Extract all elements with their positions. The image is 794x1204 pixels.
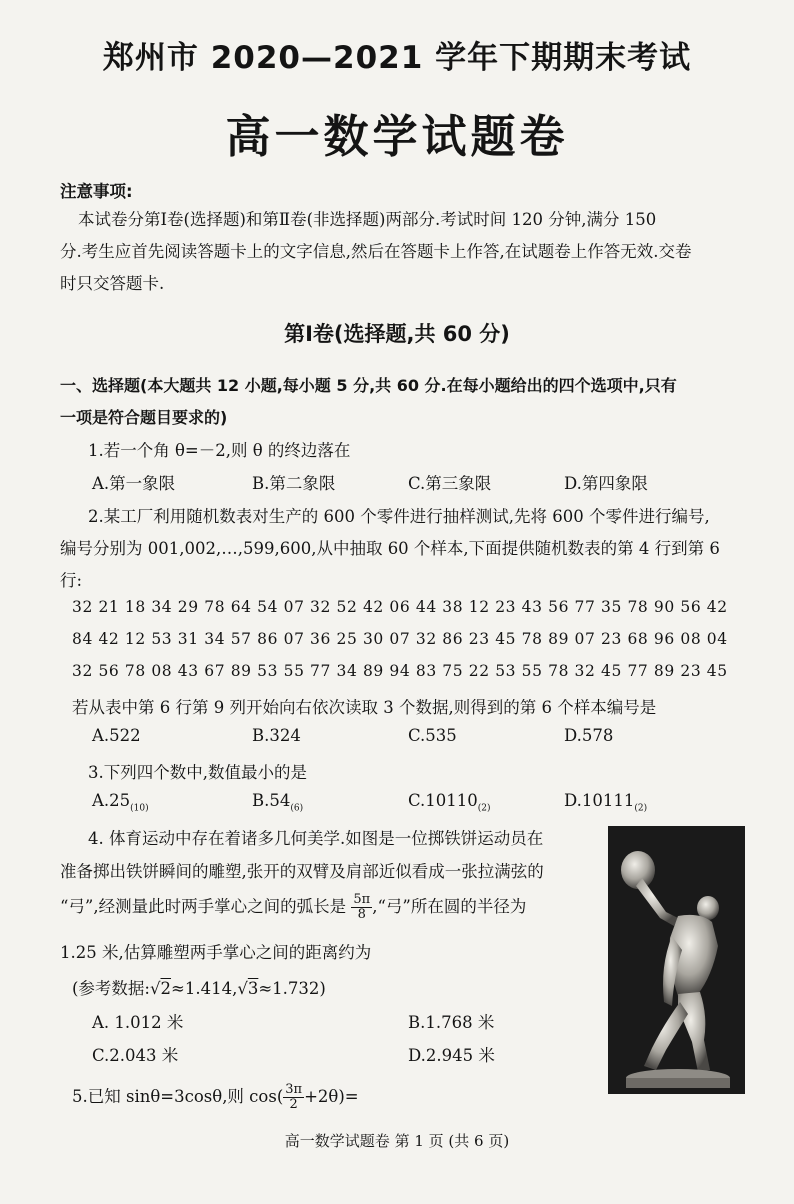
q2-option-c: C.535 bbox=[408, 726, 457, 745]
notice-heading: 注意事项: bbox=[60, 182, 133, 201]
ref-text: ≈1.414, bbox=[171, 979, 238, 998]
option-value: 10110 bbox=[425, 791, 478, 810]
notice-line: 分.考生应首先阅读答题卡上的文字信息,然后在答题卡上作答,在试题卷上作答无效.交卷 bbox=[60, 242, 692, 261]
q2-option-a: A.522 bbox=[92, 726, 141, 745]
sqrt-radicand: 2 bbox=[160, 979, 172, 998]
q4-option-c: C.2.043 米 bbox=[92, 1046, 179, 1065]
question-2-ask: 若从表中第 6 行第 9 列开始向右依次读取 3 个数据,则得到的第 6 个样本编号是 bbox=[72, 698, 657, 717]
page-footer: 高一数学试题卷 第 1 页 (共 6 页) bbox=[284, 1132, 510, 1150]
option-label: B. bbox=[252, 791, 270, 810]
sqrt-radicand: 3 bbox=[247, 979, 259, 998]
part-intro: 一项是符合题目要求的) bbox=[60, 408, 228, 427]
option-value: 25 bbox=[109, 791, 131, 810]
discus-thrower-statue-image bbox=[608, 826, 745, 1094]
q3-option-c bbox=[408, 791, 491, 813]
q3-option-d bbox=[564, 791, 647, 813]
q1-option-c: C.第三象限 bbox=[408, 474, 492, 493]
question-4-stem: 4. 体育运动中存在着诸多几何美学.如图是一位掷铁饼运动员在 bbox=[88, 829, 544, 848]
q3-option-a bbox=[92, 791, 149, 813]
number-base: (2) bbox=[634, 803, 648, 814]
fraction-denominator: 8 bbox=[357, 907, 366, 922]
q4-option-d: D.2.945 米 bbox=[408, 1046, 495, 1065]
q4-option-b: B.1.768 米 bbox=[408, 1013, 495, 1032]
question-4-stem: 准备掷出铁饼瞬间的雕塑,张开的双臂及肩部近似看成一张拉满弦的 bbox=[60, 862, 544, 881]
q4-option-a: A. 1.012 米 bbox=[92, 1013, 184, 1032]
q5-text: +2θ)= bbox=[304, 1087, 359, 1106]
fraction-numerator: 5π bbox=[353, 892, 371, 907]
q4-text: ,“弓”所在圆的半径为 bbox=[372, 897, 527, 916]
question-2-stem: 行: bbox=[60, 571, 83, 590]
option-label: C. bbox=[408, 791, 426, 810]
notice-line: 本试卷分第Ⅰ卷(选择题)和第Ⅱ卷(非选择题)两部分.考试时间 120 分钟,满分 150 bbox=[78, 210, 657, 229]
option-value: 54 bbox=[269, 791, 291, 810]
ref-text: (参考数据: bbox=[72, 979, 150, 998]
random-table-row: 84 42 12 53 31 34 57 86 07 36 25 30 07 32 86 23 45 78 89 07 23 68 96 08 04 bbox=[72, 630, 728, 648]
exam-title: 郑州市 2020—2021 学年下期期末考试 bbox=[102, 40, 692, 76]
question-5-stem bbox=[72, 1083, 359, 1112]
fraction bbox=[283, 1083, 304, 1112]
exam-subject-title: 高一数学试题卷 bbox=[225, 110, 569, 163]
section-title: 第Ⅰ卷(选择题,共 60 分) bbox=[284, 322, 510, 346]
q1-option-a: A.第一象限 bbox=[92, 474, 176, 493]
q2-option-b: B.324 bbox=[252, 726, 301, 745]
part-intro: 一、选择题(本大题共 12 小题,每小题 5 分,共 60 分.在每小题给出的四个选项中,只有 bbox=[60, 376, 677, 395]
option-label: A. bbox=[92, 791, 110, 810]
notice-line: 时只交答题卡. bbox=[60, 274, 165, 293]
q1-option-b: B.第二象限 bbox=[252, 474, 336, 493]
random-table-row: 32 56 78 08 43 67 89 53 55 77 34 89 94 83 75 22 53 55 78 32 45 77 89 23 45 bbox=[72, 662, 728, 680]
reference-data: (参考数据:√2≈1.414,√3≈1.732) bbox=[72, 979, 326, 998]
fraction bbox=[351, 893, 372, 922]
question-1-stem: 1.若一个角 θ=－2,则 θ 的终边落在 bbox=[88, 441, 351, 460]
ref-text: ≈1.732) bbox=[258, 979, 326, 998]
random-table-row: 32 21 18 34 29 78 64 54 07 32 52 42 06 44 38 12 23 43 56 77 35 78 90 56 42 bbox=[72, 598, 728, 616]
q3-option-b bbox=[252, 791, 303, 813]
fraction-denominator: 2 bbox=[289, 1097, 298, 1112]
question-4-stem: 1.25 米,估算雕塑两手掌心之间的距离约为 bbox=[60, 943, 372, 962]
question-3-stem: 3.下列四个数中,数值最小的是 bbox=[88, 763, 307, 782]
question-2-stem: 2.某工厂利用随机数表对生产的 600 个零件进行抽样测试,先将 600 个零件进行编号, bbox=[88, 507, 710, 526]
q5-text: 5.已知 sinθ=3cosθ,则 cos( bbox=[72, 1087, 284, 1106]
number-base: (6) bbox=[290, 803, 304, 814]
option-value: 10111 bbox=[581, 791, 635, 810]
question-2-stem: 编号分别为 001,002,…,599,600,从中抽取 60 个样本,下面提供随机数表的第 4 行到第 6 bbox=[60, 539, 720, 558]
q2-option-d: D.578 bbox=[564, 726, 614, 745]
q1-option-d: D.第四象限 bbox=[564, 474, 648, 493]
fraction-numerator: 3π bbox=[285, 1082, 303, 1097]
number-base: (2) bbox=[477, 803, 491, 814]
q4-text: “弓”,经测量此时两手掌心之间的弧长是 bbox=[60, 897, 347, 916]
number-base: (10) bbox=[130, 803, 149, 814]
question-4-stem bbox=[60, 893, 526, 922]
option-label: D. bbox=[564, 791, 582, 810]
